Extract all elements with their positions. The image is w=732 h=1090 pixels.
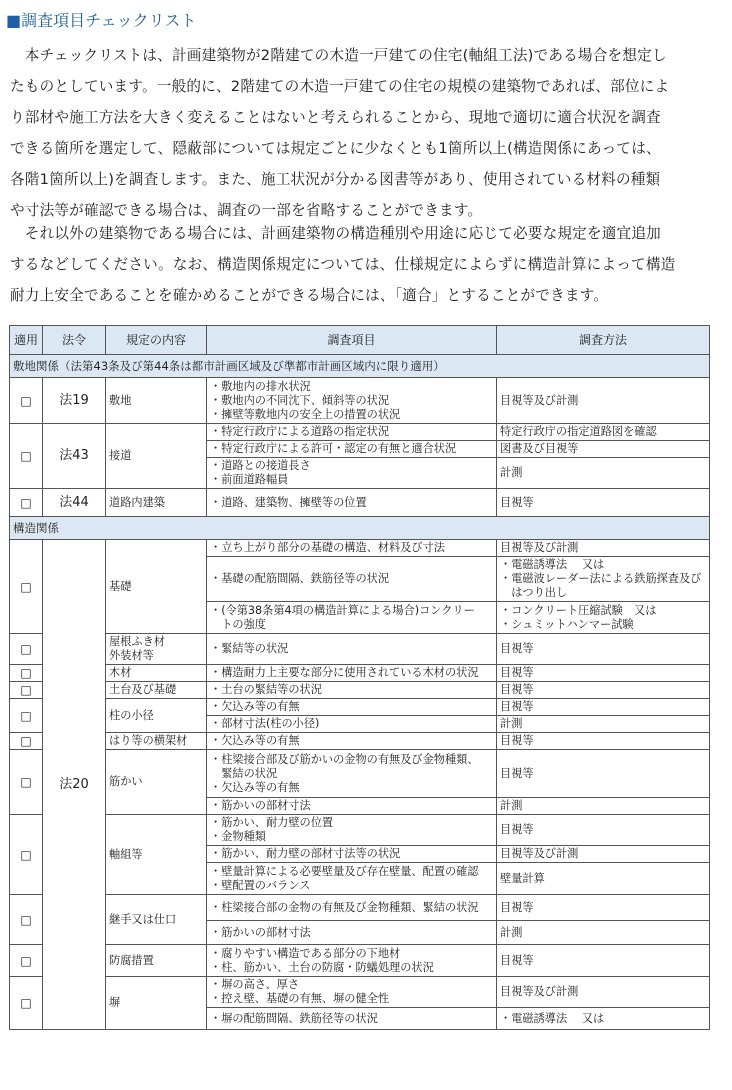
col-header-apply: 適用 xyxy=(10,326,43,355)
apply-checkbox[interactable]: □ xyxy=(10,750,43,815)
apply-checkbox[interactable]: □ xyxy=(10,733,43,750)
apply-checkbox[interactable]: □ xyxy=(10,895,43,945)
survey-item: ・構造耐力上主要な部分に使用されている木材の状況 xyxy=(207,665,497,682)
apply-checkbox[interactable]: □ xyxy=(10,378,43,424)
law-cell: 法20 xyxy=(43,540,106,1030)
apply-checkbox[interactable]: □ xyxy=(10,634,43,665)
survey-method: ・コンクリート圧縮試験 又は ・シュミットハンマー試験 xyxy=(497,602,710,634)
survey-item: ・欠込み等の有無 xyxy=(207,699,497,716)
table-row xyxy=(10,815,710,846)
paragraph-line: するなどしてください。なお、構造関係規定については、仕様規定によらずに構造計算によって構造 xyxy=(10,256,676,273)
survey-method: 目視等 xyxy=(497,489,710,517)
survey-item: ・筋かい、耐力壁の位置 ・金物種類 xyxy=(207,815,497,846)
apply-checkbox[interactable]: □ xyxy=(10,977,43,1030)
survey-method: 目視等及び計測 xyxy=(497,846,710,863)
survey-method: 計測 xyxy=(497,798,710,815)
survey-item: ・緊結等の状況 xyxy=(207,634,497,665)
survey-method: 特定行政庁の指定道路図を確認 xyxy=(497,424,710,441)
survey-method: 目視等 xyxy=(497,733,710,750)
survey-method: 目視等 xyxy=(497,634,710,665)
rule-name: 道路内建築 xyxy=(106,489,207,517)
survey-method: 目視等及び計測 xyxy=(497,378,710,424)
table-row xyxy=(10,699,710,716)
table-row xyxy=(10,424,710,441)
table-header-row xyxy=(10,326,710,355)
section-row-structure xyxy=(10,517,710,540)
col-header-content: 規定の内容 xyxy=(106,326,207,355)
col-header-law: 法令 xyxy=(43,326,106,355)
table-row xyxy=(10,489,710,517)
rule-name: 塀 xyxy=(106,977,207,1030)
paragraph-line: 各階1箇所以上)を調査します。また、施工状況が分かる図書等があり、使用されている材料の種類 xyxy=(10,171,661,188)
survey-method: 計測 xyxy=(497,458,710,489)
paragraph-line: や寸法等が確認できる場合は、調査の一部を省略することができます。 xyxy=(10,202,483,219)
survey-item: ・基礎の配筋間隔、鉄筋径等の状況 xyxy=(207,557,497,602)
table-row xyxy=(10,945,710,977)
survey-method: ・電磁誘導法 又は ・電磁波レーダー法による鉄筋探査及び はつり出し xyxy=(497,557,710,602)
checklist-table xyxy=(9,325,710,1030)
rule-name: 土台及び基礎 xyxy=(106,682,207,699)
table-row xyxy=(10,733,710,750)
apply-checkbox[interactable]: □ xyxy=(10,815,43,895)
rule-name: 木材 xyxy=(106,665,207,682)
survey-item: ・立ち上がり部分の基礎の構造、材料及び寸法 xyxy=(207,540,497,557)
law-cell: 法44 xyxy=(43,489,106,517)
survey-item: ・塀の配筋間隔、鉄筋径等の状況 xyxy=(207,1008,497,1030)
survey-item: ・欠込み等の有無 xyxy=(207,733,497,750)
survey-item: ・(令第38条第4項の構造計算による場合)コンクリー トの強度 xyxy=(207,602,497,634)
rule-name: 屋根ふき材 外装材等 xyxy=(106,634,207,665)
survey-method: 目視等 xyxy=(497,682,710,699)
survey-item: ・腐りやすい構造である部分の下地材 ・柱、筋かい、土台の防腐・防蟻処理の状況 xyxy=(207,945,497,977)
survey-item: ・筋かい、耐力壁の部材寸法等の状況 xyxy=(207,846,497,863)
survey-method: 目視等 xyxy=(497,895,710,921)
survey-method: 目視等及び計測 xyxy=(497,977,710,1008)
table-row xyxy=(10,540,710,557)
survey-item: ・部材寸法(柱の小径) xyxy=(207,716,497,733)
rule-name: 敷地 xyxy=(106,378,207,424)
paragraph-line: たものとしています。一般的に、2階建ての木造一戸建ての住宅の規模の建築物であれば、部位によ xyxy=(10,78,670,95)
survey-item: ・土台の緊結等の状況 xyxy=(207,682,497,699)
rule-name: 接道 xyxy=(106,424,207,489)
survey-method: 目視等 xyxy=(497,815,710,846)
apply-checkbox[interactable]: □ xyxy=(10,945,43,977)
survey-item: ・特定行政庁による道路の指定状況 xyxy=(207,424,497,441)
survey-method: ・電磁誘導法 又は xyxy=(497,1008,710,1030)
rule-name: 筋かい xyxy=(106,750,207,815)
survey-item: ・塀の高さ、厚さ ・控え壁、基礎の有無、塀の健全性 xyxy=(207,977,497,1008)
paragraph-line: 耐力上安全であることを確かめることができる場合には、「適合」とすることができます。 xyxy=(10,287,609,304)
survey-method: 目視等 xyxy=(497,699,710,716)
col-header-method: 調査方法 xyxy=(497,326,710,355)
table-row xyxy=(10,750,710,798)
rule-name: 柱の小径 xyxy=(106,699,207,733)
intro-paragraph xyxy=(10,40,724,226)
apply-checkbox[interactable]: □ xyxy=(10,682,43,699)
survey-method: 図書及び目視等 xyxy=(497,441,710,458)
page-title: ■調査項目チェックリスト xyxy=(6,11,197,30)
apply-checkbox[interactable]: □ xyxy=(10,665,43,682)
rule-name: 基礎 xyxy=(106,540,207,634)
table-row xyxy=(10,378,710,424)
table-row xyxy=(10,895,710,921)
survey-method: 計測 xyxy=(497,716,710,733)
section-title: 構造関係 xyxy=(10,517,710,540)
survey-method: 目視等 xyxy=(497,945,710,977)
survey-item: ・筋かいの部材寸法 xyxy=(207,798,497,815)
rule-name: 防腐措置 xyxy=(106,945,207,977)
rule-name: はり等の横架材 xyxy=(106,733,207,750)
survey-item: ・道路との接道長さ ・前面道路幅員 xyxy=(207,458,497,489)
survey-item: ・筋かいの部材寸法 xyxy=(207,921,497,945)
paragraph-line: 本チェックリストは、計画建築物が2階建ての木造一戸建ての住宅(軸組工法)である場合を想定し xyxy=(10,47,667,64)
survey-method: 目視等 xyxy=(497,665,710,682)
survey-method: 目視等 xyxy=(497,750,710,798)
section-title: 敷地関係（法第43条及び第44条は都市計画区域及び準都市計画区域内に限り適用） xyxy=(10,355,710,378)
col-header-item: 調査項目 xyxy=(207,326,497,355)
section-row-site xyxy=(10,355,710,378)
survey-item: ・柱梁接合部の金物の有無及び金物種類、緊結の状況 xyxy=(207,895,497,921)
rule-name: 継手又は仕口 xyxy=(106,895,207,945)
table-row xyxy=(10,682,710,699)
survey-item: ・道路、建築物、擁壁等の位置 xyxy=(207,489,497,517)
apply-checkbox[interactable]: □ xyxy=(10,540,43,634)
rule-name: 軸組等 xyxy=(106,815,207,895)
survey-item: ・敷地内の排水状況 ・敷地内の不同沈下、傾斜等の状況 ・擁壁等敷地内の安全上の措置の状況 xyxy=(207,378,497,424)
second-paragraph xyxy=(10,218,724,311)
survey-method: 計測 xyxy=(497,921,710,945)
paragraph-line: できる箇所を選定して、隠蔽部については規定ごとに少なくとも1箇所以上(構造関係にあっては、 xyxy=(10,140,661,157)
law-cell: 法43 xyxy=(43,424,106,489)
survey-method: 目視等及び計測 xyxy=(497,540,710,557)
paragraph-line: り部材や施工方法を大きく変えることはないと考えられることから、現地で適切に適合状況を調査 xyxy=(10,109,661,126)
apply-checkbox[interactable]: □ xyxy=(10,489,43,517)
table-row xyxy=(10,977,710,1008)
apply-checkbox[interactable]: □ xyxy=(10,699,43,733)
survey-item: ・壁量計算による必要壁量及び存在壁量、配置の確認 ・壁配置のバランス xyxy=(207,863,497,895)
table-row xyxy=(10,665,710,682)
survey-item: ・柱梁接合部及び筋かいの金物の有無及び金物種類、 緊結の状況 ・欠込み等の有無 xyxy=(207,750,497,798)
table-row xyxy=(10,634,710,665)
paragraph-line: それ以外の建築物である場合には、計画建築物の構造種別や用途に応じて必要な規定を適宜追加 xyxy=(10,225,661,242)
survey-method: 壁量計算 xyxy=(497,863,710,895)
apply-checkbox[interactable]: □ xyxy=(10,424,43,489)
law-cell: 法19 xyxy=(43,378,106,424)
survey-item: ・特定行政庁による許可・認定の有無と適合状況 xyxy=(207,441,497,458)
